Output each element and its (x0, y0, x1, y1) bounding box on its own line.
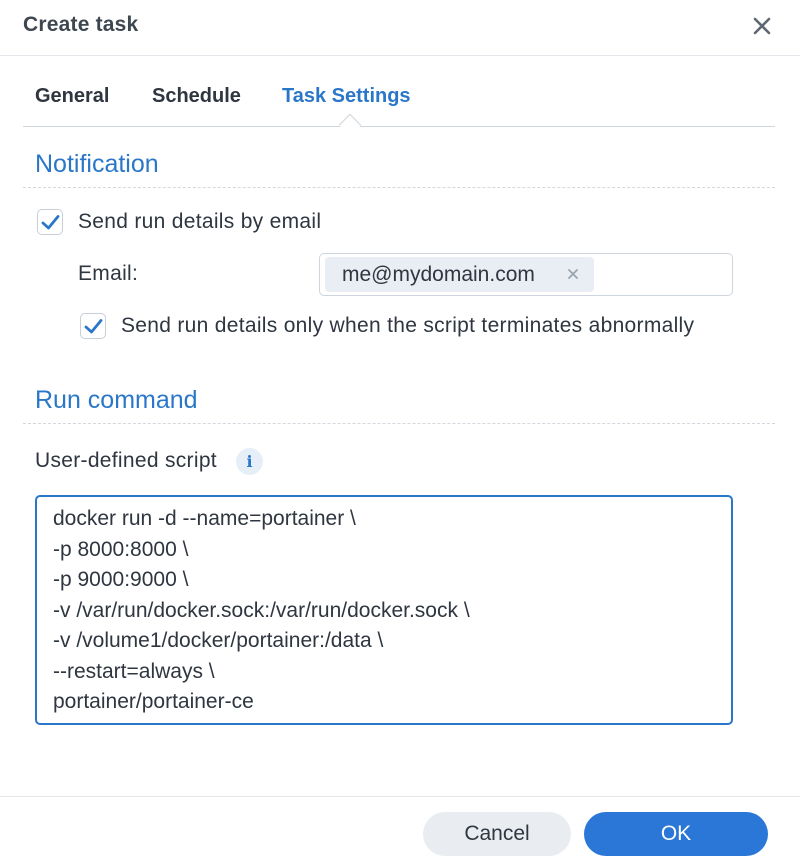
script-line: docker run -d --name=portainer \ (53, 507, 356, 530)
email-label: Email: (78, 262, 139, 285)
email-tag-text: me@mydomain.com (342, 263, 535, 286)
email-tag (325, 257, 594, 292)
email-field[interactable] (319, 253, 733, 296)
only-abnormal-checkbox[interactable] (80, 313, 106, 339)
close-icon (564, 265, 582, 283)
script-line: -v /volume1/docker/portainer:/data \ (53, 629, 384, 652)
script-textarea[interactable] (35, 495, 733, 725)
script-line: -p 8000:8000 \ (53, 537, 189, 561)
close-button[interactable] (748, 12, 776, 40)
active-tab-indicator (339, 114, 362, 137)
notification-section-title: Notification (35, 150, 159, 178)
info-icon[interactable]: i (236, 448, 263, 475)
dialog-titlebar (0, 0, 800, 56)
checkmark-icon (83, 316, 104, 337)
tab-bar (23, 70, 775, 127)
only-abnormal-label: Send run details only when the script terminates abnormally (121, 314, 695, 337)
checkmark-icon (40, 212, 61, 233)
remove-email-button[interactable] (564, 265, 582, 283)
tab-schedule[interactable]: Schedule (152, 85, 241, 107)
script-line: portainer/portainer-ce (53, 690, 254, 713)
close-icon (748, 12, 776, 40)
dialog-footer (0, 796, 800, 866)
run-command-section-title: Run command (35, 386, 198, 414)
tab-general[interactable]: General (35, 85, 110, 107)
dialog-title: Create task (23, 13, 139, 36)
tab-task-settings[interactable]: Task Settings (282, 85, 411, 107)
script-line: -v /var/run/docker.sock:/var/run/docker.sock \ (53, 598, 470, 622)
section-divider (23, 187, 775, 188)
ok-button[interactable]: OK (584, 812, 768, 856)
section-divider (23, 423, 775, 424)
cancel-button[interactable]: Cancel (423, 812, 571, 856)
script-line: -p 9000:9000 \ (53, 568, 189, 591)
send-email-label: Send run details by email (78, 210, 322, 233)
script-line: --restart=always \ (53, 659, 215, 683)
user-script-label: User-defined script (35, 449, 217, 472)
send-email-checkbox[interactable] (37, 209, 63, 235)
